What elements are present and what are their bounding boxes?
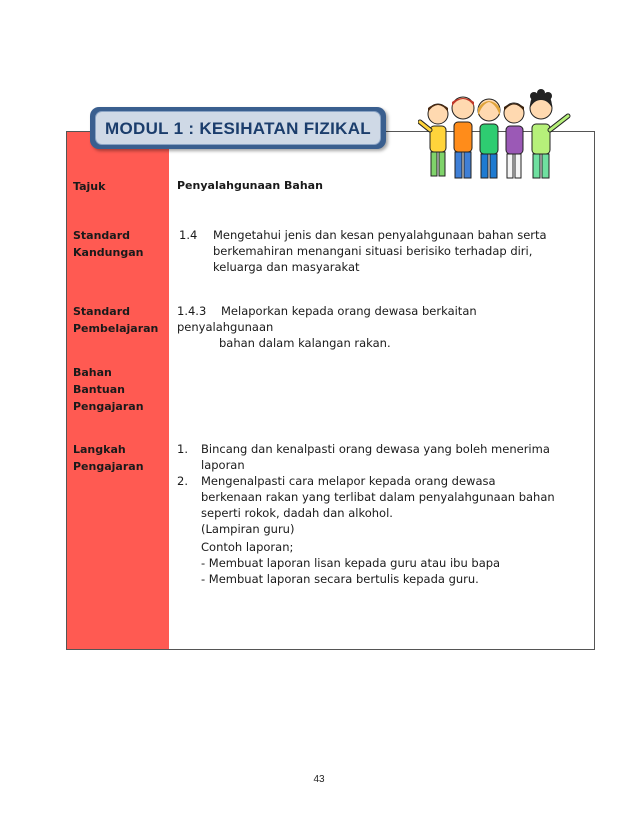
tajuk-value: Penyalahgunaan Bahan xyxy=(177,179,323,192)
langkah-value: 1. Bincang dan kenalpasti orang dewasa yang boleh menerima laporan 2. Mengenalpasti cara melapor kepada orang dewasa berkenaan rakan yang terlibat dalam penyalahgunaan bahan seperti rokok, dadah dan alkohol. (Lampiran guru) Contoh laporan; - Membuat laporan lisan kepada guru atau ibu bapa - Membuat laporan secara bertulis kepada guru. xyxy=(177,441,582,587)
child-figure xyxy=(420,104,448,176)
step-2: 2. Mengenalpasti cara melapor kepada orang dewasa xyxy=(177,474,496,488)
langkah-label: Langkah Pengajaran xyxy=(73,443,144,473)
children-group-illustration xyxy=(418,86,578,186)
sk-number: 1.4 xyxy=(179,228,198,242)
standard-pembelajaran-value: 1.4.3 Melaporkan kepada orang dewasa berkaitan penyalahgunaan bahan dalam kalangan rakan. xyxy=(177,304,477,350)
standard-pembelajaran-label: Standard Pembelajaran xyxy=(73,305,159,335)
example-title: Contoh laporan; xyxy=(201,540,294,554)
step-1: 1. Bincang dan kenalpasti orang dewasa yang boleh menerima xyxy=(177,442,550,456)
page-number: 43 xyxy=(313,774,325,785)
module-title-banner xyxy=(90,107,386,149)
sp-number: 1.4.3 xyxy=(177,304,207,318)
example-item: - Membuat laporan lisan kepada guru atau ibu bapa xyxy=(201,556,501,570)
tajuk-label: Tajuk xyxy=(73,180,106,193)
child-figure xyxy=(530,89,568,178)
bahan-bantuan-label: Bahan Bantuan Pengajaran xyxy=(73,366,144,413)
standard-kandungan-value: 1.4 Mengetahui jenis dan kesan penyalahgunaan bahan serta berkemahiran menangani situasi berisiko terhadap diri, keluarga dan masyarakat xyxy=(179,228,547,274)
standard-kandungan-label: Standard Kandungan xyxy=(73,229,144,259)
child-figure xyxy=(452,97,474,178)
example-item: - Membuat laporan secara bertulis kepada guru. xyxy=(201,572,479,586)
module-title: MODUL 1 : KESIHATAN FIZIKAL xyxy=(105,119,371,138)
child-figure xyxy=(504,103,524,178)
child-figure xyxy=(478,99,500,178)
lesson-table xyxy=(66,131,595,650)
